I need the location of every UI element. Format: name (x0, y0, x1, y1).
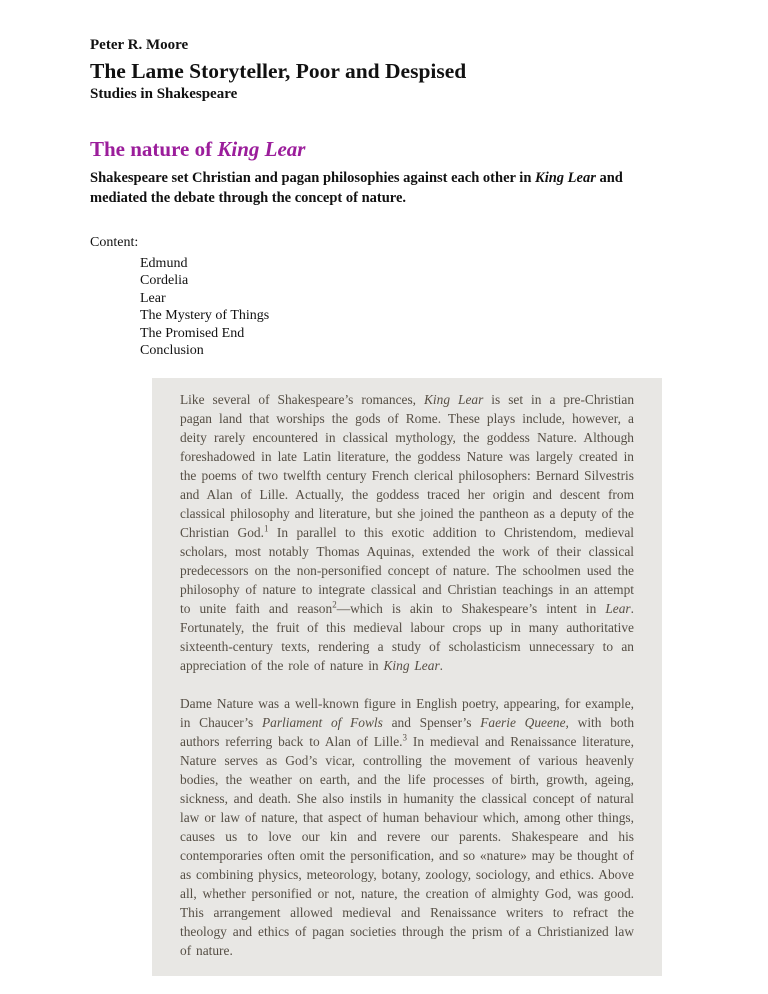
body-paragraph: Like several of Shakespeare’s romances, King Lear is set in a pre-Christian pagan land that worships the gods of Rome. These plays include, however, a deity rarely encountered in classical mythology, the goddess Nature. Although foreshadowed in late Latin literature, the goddess Nature was largely created in the poems of two twelfth century French clerical philosophers: Bernard Silvestris and Alan of Lille. Actually, the goddess traced her origin and descent from classical philosophy and literature, but she joined the pantheon as a deputy of the Christian God.$^1$ In parallel to this exotic addition to Christendom, medieval scholars, most notably Thomas Aquinas, extended the work of their classical predecessors on the non-personified concept of nature. The schoolmen used the philosophy of nature to integrate classical and Christian teachings in an attempt to unite faith and reason$^2$—which is akin to Shakespeare’s intent in Lear. Fortunately, the fruit of this medieval labour crops up in many authoritative sixteenth-century texts, rendering a study of scholasticism unnecessary to an appreciation of the role of nature in King Lear. (180, 391, 635, 673)
chapter-lede: Shakespeare set Christian and pagan philosophies against each other in King Lear and mediated the debate through the concept of nature. (90, 170, 623, 207)
contents-item-mystery-of-things: The Mystery of Things (140, 308, 270, 324)
series-title: Studies in Shakespeare (90, 86, 238, 103)
contents-item-cordelia: Cordelia (140, 273, 189, 289)
contents-item-conclusion: Conclusion (140, 343, 204, 359)
contents-list (90, 255, 768, 360)
scanned-text-block (152, 378, 662, 976)
contents-item-lear: Lear (140, 290, 166, 306)
book-header (90, 36, 768, 105)
book-title: The Lame Storyteller, Poor and Despised (90, 58, 467, 83)
contents-section (90, 234, 768, 360)
author-name: Peter R. Moore (90, 37, 189, 53)
chapter-heading: The nature of King Lear (90, 136, 306, 161)
body-paragraph: Dame Nature was a well-known figure in English poetry, appearing, for example, in Chaucer’s Parliament of Fowls and Spenser’s Faerie Queene, with both authors referring back to Alan of Lille.$^3$ In medieval and Renaissance literature, Nature serves as God’s vicar, controlling the movement of various heavenly bodies, the weather on earth, and the life processes of birth, growth, ageing, sickness, and death. She also instils in humanity the classical concept of natural law or law of nature, that aspect of human behaviour which, among other things, causes us to love our kin and revere our parents. Shakespeare and his contemporaries often omit the personification, and so «nature» may be thought of as combining physics, meteorology, botany, zoology, sociology, and ethics. Above all, whether personified or not, nature, the creation of almighty God, was good. This arrangement allowed medieval and Renaissance writers to refract the theology and ethics of pagan societies through the prism of a Christianized law of nature. (180, 695, 635, 958)
contents-item-promised-end: The Promised End (140, 325, 245, 341)
contents-item-edmund: Edmund (140, 255, 188, 271)
contents-label: Content: (90, 235, 139, 251)
